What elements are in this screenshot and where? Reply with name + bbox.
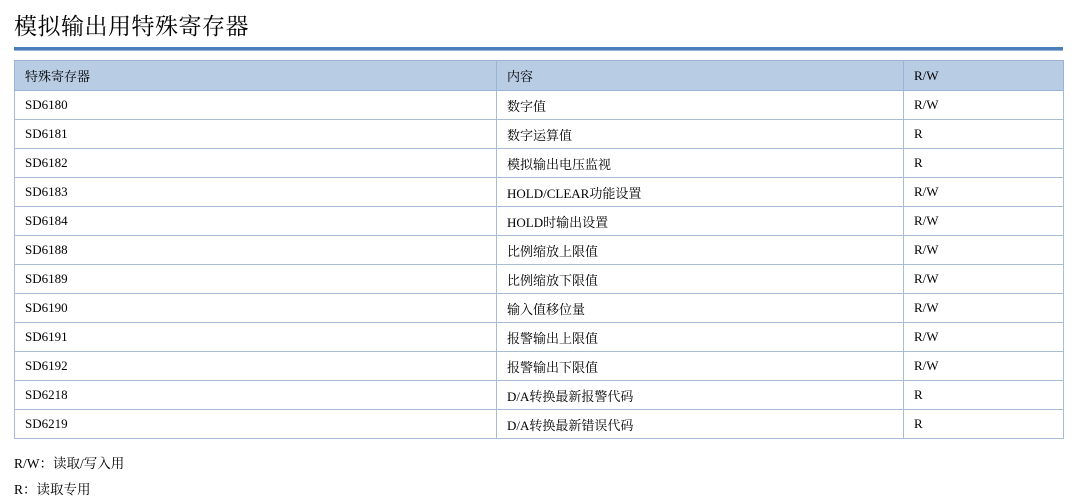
cell-register: SD6182 [15,149,497,178]
table-row [15,294,1064,323]
cell-content: HOLD时输出设置 [497,207,904,236]
cell-register: SD6218 [15,381,497,410]
cell-rw: R/W [904,178,1064,207]
cell-register: SD6181 [15,120,497,149]
cell-content: 数字值 [497,91,904,120]
cell-rw: R [904,410,1064,439]
legend-item-r: R：读取专用 [14,482,91,497]
cell-rw: R/W [904,265,1064,294]
table-row [15,352,1064,381]
cell-rw: R/W [904,236,1064,265]
cell-content: 报警输出上限值 [497,323,904,352]
cell-content: 数字运算值 [497,120,904,149]
table-row [15,265,1064,294]
cell-register: SD6219 [15,410,497,439]
document-page [0,8,1077,498]
cell-rw: R [904,120,1064,149]
legend-item-rw: R/W：读取/写入用 [14,456,125,471]
cell-register: SD6183 [15,178,497,207]
cell-content: D/A转换最新报警代码 [497,381,904,410]
column-header-content: 内容 [497,61,904,91]
cell-content: 比例缩放上限值 [497,236,904,265]
table-row [15,91,1064,120]
cell-rw: R [904,381,1064,410]
column-header-register: 特殊寄存器 [15,61,497,91]
table-row [15,323,1064,352]
cell-content: HOLD/CLEAR功能设置 [497,178,904,207]
title-divider [14,47,1063,51]
special-register-table [14,60,1064,439]
table-row [15,381,1064,410]
legend [14,451,1077,503]
table-row [15,120,1064,149]
cell-rw: R/W [904,91,1064,120]
cell-register: SD6189 [15,265,497,294]
table-row [15,207,1064,236]
table-row [15,178,1064,207]
table-row [15,149,1064,178]
table-header-row [15,61,1064,91]
cell-content: 输入值移位量 [497,294,904,323]
cell-register: SD6190 [15,294,497,323]
cell-rw: R/W [904,352,1064,381]
table-row [15,236,1064,265]
cell-content: D/A转换最新错误代码 [497,410,904,439]
cell-content: 比例缩放下限值 [497,265,904,294]
column-header-rw: R/W [904,61,1064,91]
cell-rw: R/W [904,294,1064,323]
table-header [15,61,1064,91]
cell-register: SD6184 [15,207,497,236]
cell-register: SD6192 [15,352,497,381]
cell-register: SD6180 [15,91,497,120]
cell-rw: R/W [904,207,1064,236]
table-row [15,410,1064,439]
cell-rw: R [904,149,1064,178]
cell-register: SD6191 [15,323,497,352]
cell-rw: R/W [904,323,1064,352]
table-body [15,91,1064,439]
cell-register: SD6188 [15,236,497,265]
cell-content: 模拟输出电压监视 [497,149,904,178]
page-title: 模拟输出用特殊寄存器 [14,14,249,39]
cell-content: 报警输出下限值 [497,352,904,381]
